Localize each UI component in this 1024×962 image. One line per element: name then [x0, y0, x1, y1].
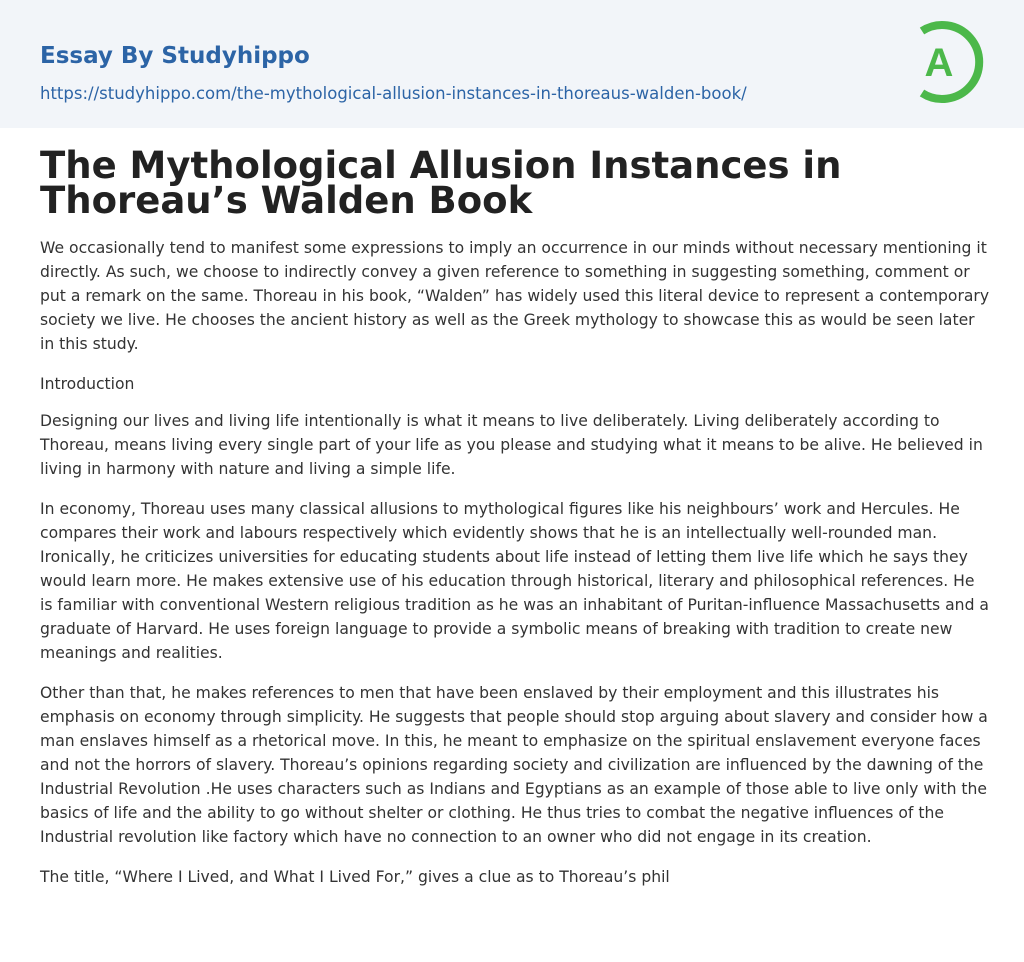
paragraph-living-deliberately: Designing our lives and living life intentionally is what it means to live deliberately. Living deliberately according to Thoreau, means living every single part of your life as you please and studying what it means to be alive. He believed in living in harmony with nature and living a simple life. [40, 412, 983, 478]
site-header [0, 0, 1024, 128]
studyhippo-logo[interactable] [910, 18, 988, 106]
article [40, 144, 990, 905]
source-url-link[interactable]: https://studyhippo.com/the-mythological-allusion-instances-in-thoreaus-walden-book/ [40, 84, 747, 103]
paragraph-economy: In economy, Thoreau uses many classical allusions to mythological figures like his neighbours’ work and Hercules. He compares their work and labours respectively which evidently shows that he is an intellectually well-rounded man. Ironically, he criticizes universities for educating students about life instead of letting them live life which he says they would learn more. He makes extensive use of his education through historical, literary and philosophical references. He is familiar with conventional Western religious tradition as he was an inhabitant of Puritan-influence Massachusetts and a graduate of Harvard. He uses foreign language to provide a symbolic means of breaking with tradition to create new meanings and realities. [40, 500, 989, 662]
logo-a-icon [910, 18, 988, 106]
article-title: The Mythological Allusion Instances in Thoreau’s Walden Book [40, 144, 842, 222]
paragraph-intro: We occasionally tend to manifest some expressions to imply an occurrence in our minds without necessary mentioning it directly. As such, we choose to indirectly convey a given reference to something in suggesting something, comment or put a remark on the same. Thoreau in his book, “Walden” has widely used this literal device to represent a contemporary society we live. He chooses the ancient history as well as the Greek mythology to showcase this as would be seen later in this study. [40, 239, 990, 353]
paragraph-enslavement: Other than that, he makes references to men that have been enslaved by their employment and this illustrates his emphasis on economy through simplicity. He suggests that people should stop arguing about slavery and consider how a man enslaves himself as a rhetorical move. In this, he meant to emphasize on the spiritual enslavement everyone faces and not the horrors of slavery. Thoreau’s opinions regarding society and civilization are influenced by the dawning of the Industrial Revolution .He uses characters such as Indians and Egyptians as an example of those able to live only with the basics of life and the ability to go without shelter or clothing. He thus tries to combat the negative influences of the Industrial revolution like factory which have no connection to an owner who did not engage in its creation. [40, 684, 988, 846]
paragraph-truncated: The title, “Where I Lived, and What I Lived For,” gives a clue as to Thoreau’s phil [40, 868, 670, 886]
logo-letter: A [924, 41, 954, 85]
site-brand[interactable]: Essay By Studyhippo [40, 43, 310, 69]
section-heading-introduction: Introduction [40, 375, 135, 393]
